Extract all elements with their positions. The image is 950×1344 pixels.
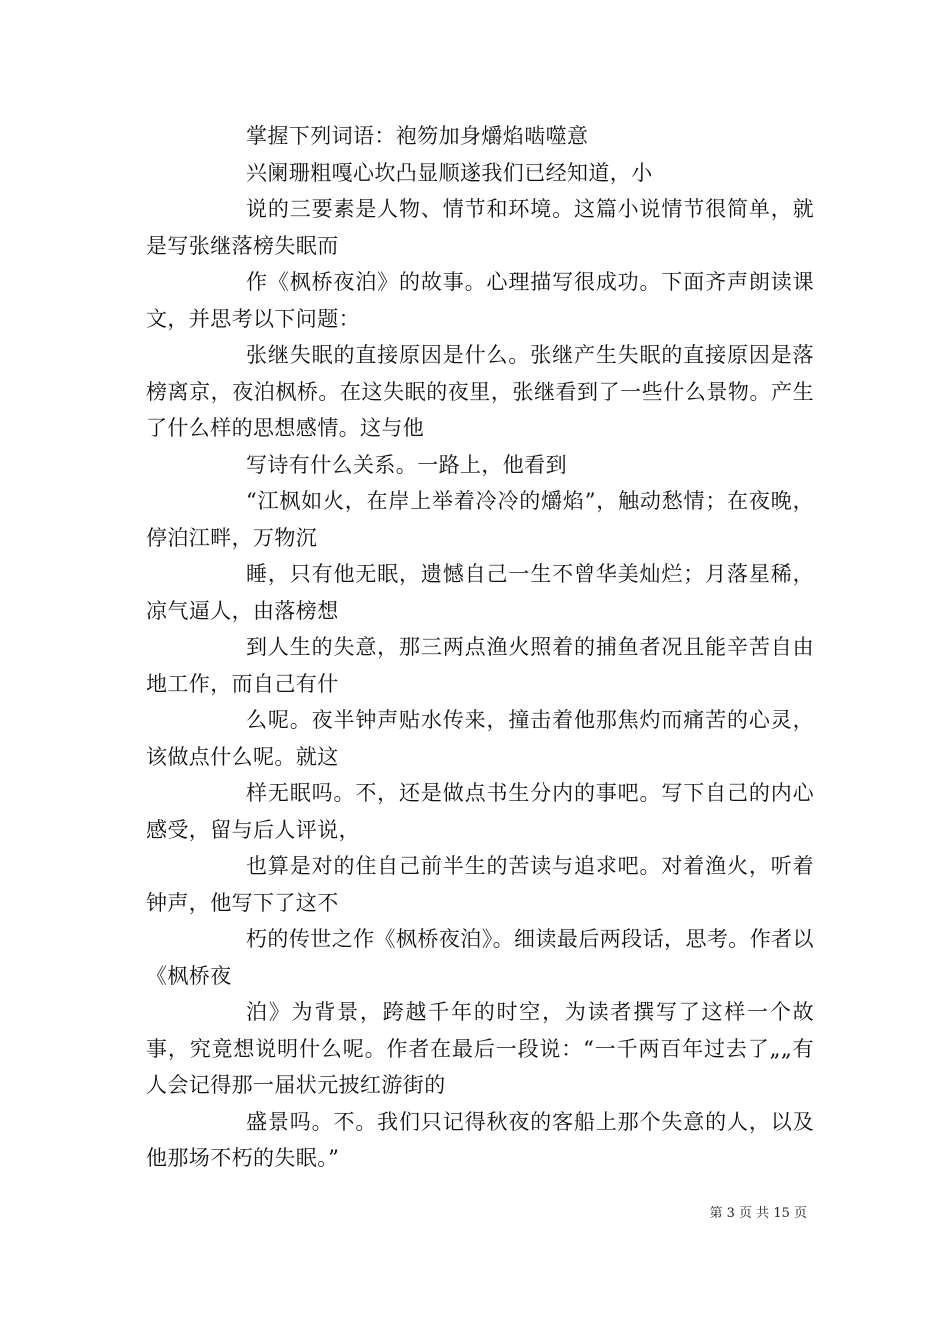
- paragraph: 盛景吗。不。我们只记得秋夜的客船上那个失意的人，以及他那场不朽的失眠。”: [146, 1109, 814, 1170]
- paragraph: 样无眠吗。不，还是做点书生分内的事吧。写下自己的内心感受，留与后人评说，: [146, 781, 814, 842]
- paragraph: 作《枫桥夜泊》的故事。心理描写很成功。下面齐声朗读课文，并思考以下问题：: [146, 270, 814, 331]
- paragraph: 张继失眠的直接原因是什么。张继产生失眠的直接原因是落榜离京，夜泊枫桥。在这失眠的夜里，张继看到了一些什么景物。产生了什么样的思想感情。这与他: [146, 343, 814, 440]
- paragraph: 朽的传世之作《枫桥夜泊》。细读最后两段话，思考。作者以《枫桥夜: [146, 927, 814, 988]
- paragraph: 掌握下列词语：袍笏加身爝焰啮噬意: [246, 124, 589, 148]
- paragraph: 到人生的失意，那三两点渔火照着的捕鱼者况且能辛苦自由地工作，而自己有什: [146, 635, 814, 696]
- paragraph: 么呢。夜半钟声贴水传来，撞击着他那焦灼而痛苦的心灵，该做点什么呢。就这: [146, 708, 814, 769]
- document-body: [146, 118, 814, 1177]
- paragraph: 写诗有什么关系。一路上，他看到: [246, 452, 567, 477]
- paragraph: “江枫如火，在岸上举着冷冷的爝焰”，触动愁情；在夜晚，停泊江畔，万物沉: [146, 489, 814, 550]
- paragraph: 泊》为背景，跨越千年的时空，为读者撰写了这样一个故事，究竟想说明什么呢。作者在最后一段说：“一千两百年过去了„„有人会记得那一届状元披红游街的: [146, 1000, 814, 1097]
- page-number-footer: 第 3 页 共 15 页: [709, 1206, 807, 1221]
- paragraph: 兴阑珊粗嘎心坎凸显顺遂我们已经知道，小: [246, 160, 653, 185]
- paragraph: 说的三要素是人物、情节和环境。这篇小说情节很简单，就是写张继落榜失眠而: [146, 197, 814, 258]
- paragraph: 也算是对的住自己前半生的苦读与追求吧。对着渔火，听着钟声，他写下了这不: [146, 854, 814, 915]
- paragraph: 睡，只有他无眠，遗憾自己一生不曾华美灿烂；月落星稀，凉气逼人，由落榜想: [146, 562, 814, 623]
